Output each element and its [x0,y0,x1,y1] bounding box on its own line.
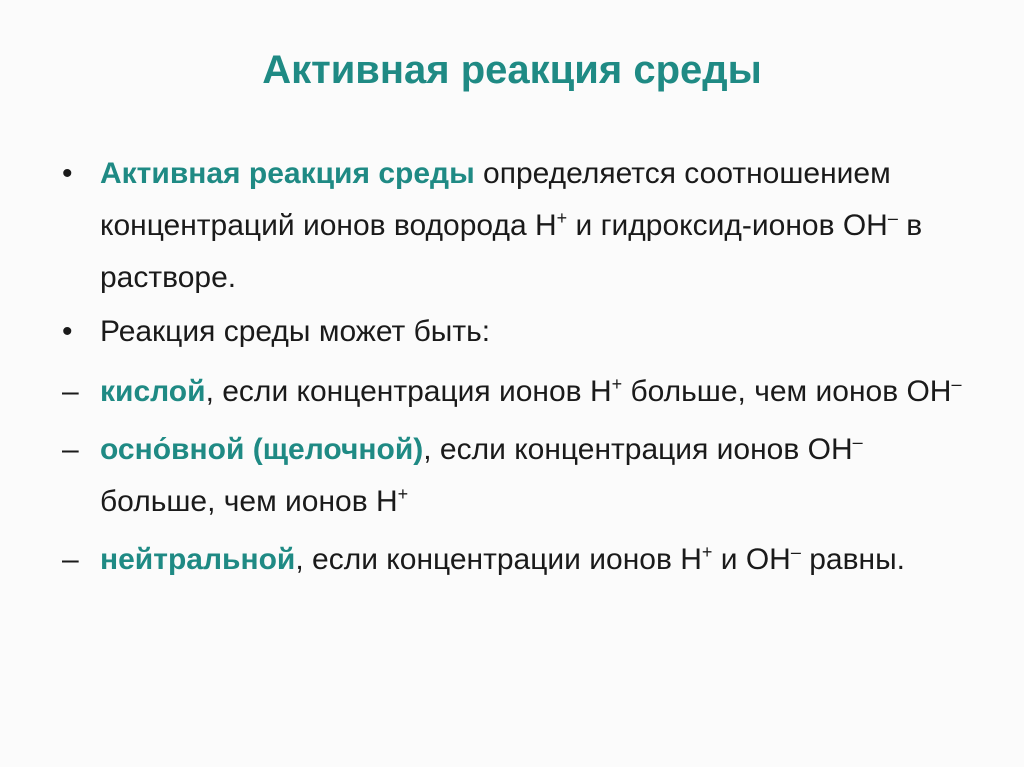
neutral-text-2: и OH [712,543,791,576]
definition-text-2: и гидроксид-ионов OH [567,209,888,242]
dash-item-acidic [62,366,982,418]
dash-item-neutral [62,534,982,586]
slide-body [62,148,982,594]
superscript-plus: + [611,374,623,394]
superscript-plus: + [397,484,409,504]
term-neutral: нейтральной [100,543,296,576]
superscript-plus: + [701,542,713,562]
dash-marker: – [62,433,79,466]
can-be-text: Реакция среды может быть: [100,315,491,348]
superscript-minus: – [790,542,801,562]
basic-text-2: больше, чем ионов H [100,485,398,518]
neutral-text: , если концентрации ионов H [295,543,702,576]
acidic-text: , если концентрация ионов H [205,375,612,408]
term-active-reaction: Активная реакция среды [100,157,475,190]
bullet-marker: • [62,315,73,348]
basic-text: , если концентрация ионов OH [423,433,853,466]
definition-text: определяется соотношением концентраций ионов водорода H [100,157,891,242]
dash-marker: – [62,543,79,576]
slide-title: Активная реакция среды [262,48,762,92]
term-acidic: кислой [100,375,206,408]
acidic-text-2: больше, чем ионов OH [622,375,952,408]
superscript-plus: + [556,208,568,228]
bullet-item-definition [62,148,982,304]
dash-item-basic [62,424,982,528]
superscript-minus: – [887,208,898,228]
superscript-minus: – [852,432,863,452]
term-basic: осно́вной (щелочной) [100,433,424,466]
dash-marker: – [62,375,79,408]
neutral-text-3: равны. [800,543,905,576]
bullet-marker: • [62,157,73,190]
definition-text-3: в растворе. [100,209,923,294]
bullet-item-can-be [62,306,982,358]
superscript-minus: – [951,374,962,394]
